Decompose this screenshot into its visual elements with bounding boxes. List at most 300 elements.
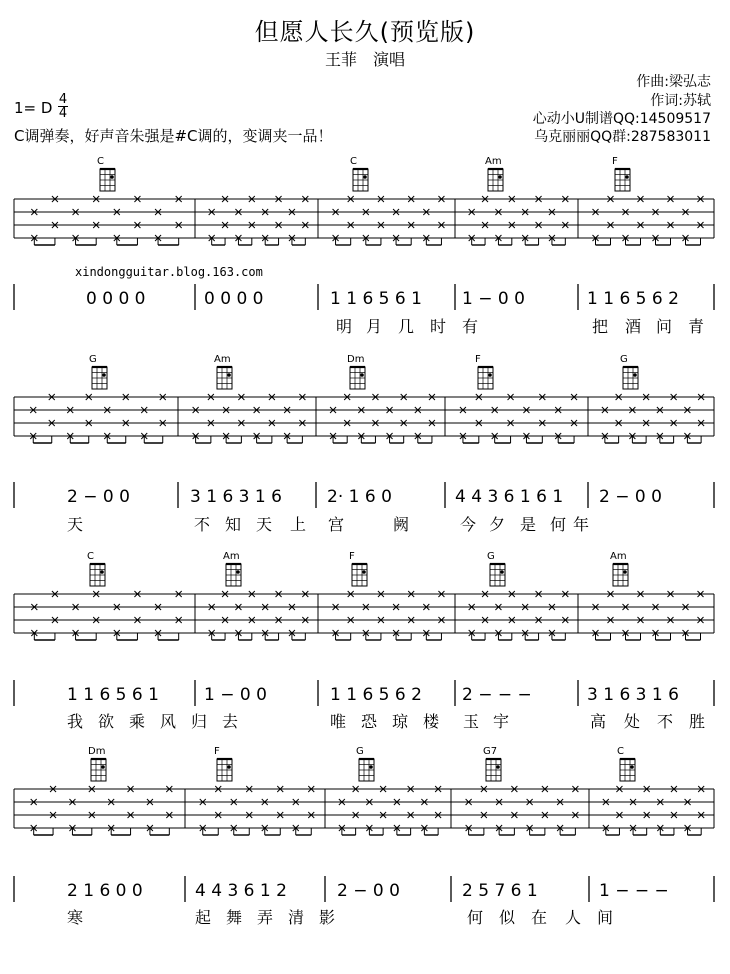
strum-mark xyxy=(166,786,172,792)
strum-mark xyxy=(539,420,545,426)
strum-mark xyxy=(508,394,514,400)
strum-mark xyxy=(302,196,308,202)
jianpu-measure: 1 1 6 5 6 2 xyxy=(330,685,422,705)
strum-mark xyxy=(134,591,140,597)
strum-mark xyxy=(231,825,237,831)
chord-grid xyxy=(353,169,368,191)
chord-grid xyxy=(615,169,630,191)
strum-mark xyxy=(380,812,386,818)
jianpu-measure: 2 − − − xyxy=(462,685,532,705)
strum-mark xyxy=(593,209,599,215)
strum-mark xyxy=(193,433,199,439)
strum-mark xyxy=(262,630,268,636)
strum-mark xyxy=(299,420,305,426)
lyric-character: 似 xyxy=(499,908,516,927)
strum-mark xyxy=(246,812,252,818)
strum-mark xyxy=(378,591,384,597)
strum-mark xyxy=(408,617,414,623)
strum-mark xyxy=(509,196,515,202)
chord-grid xyxy=(217,367,232,389)
jianpu-measure: 2 − 0 0 xyxy=(337,881,400,901)
strum-mark xyxy=(73,209,79,215)
strum-mark xyxy=(302,591,308,597)
strum-mark xyxy=(555,407,561,413)
chord-name: G xyxy=(89,354,97,365)
chord-grid xyxy=(613,564,628,586)
lyric-character: 在 xyxy=(531,908,548,927)
strum-mark xyxy=(284,407,290,413)
lyric-character: 天 xyxy=(256,515,273,534)
strum-mark xyxy=(572,812,578,818)
strum-mark xyxy=(235,209,241,215)
strum-mark xyxy=(208,420,214,426)
lyric-character: 有 xyxy=(462,317,479,336)
strum-mark xyxy=(308,812,314,818)
strum-mark xyxy=(423,235,429,241)
strum-mark xyxy=(698,786,704,792)
lyric-character: 高 xyxy=(590,712,607,731)
strum-mark xyxy=(249,617,255,623)
strum-mark xyxy=(469,209,475,215)
strum-mark xyxy=(593,235,599,241)
strum-mark xyxy=(348,222,354,228)
strum-mark xyxy=(630,799,636,805)
strum-mark xyxy=(698,617,704,623)
lyric-character: 唯 xyxy=(330,712,347,731)
strum-mark xyxy=(482,617,488,623)
chord-finger-dot xyxy=(496,765,500,769)
strum-mark xyxy=(358,407,364,413)
strum-mark xyxy=(421,799,427,805)
website-watermark: xindongguitar.blog.163.com xyxy=(75,265,263,279)
chord-name: G xyxy=(620,354,628,365)
strum-mark xyxy=(623,209,629,215)
strum-mark xyxy=(629,407,635,413)
lyric-character: 人 xyxy=(565,908,582,927)
strum-mark xyxy=(495,604,501,610)
lyric-character: 去 xyxy=(222,712,239,731)
strum-mark xyxy=(308,786,314,792)
strum-mark xyxy=(215,812,221,818)
strum-mark xyxy=(653,209,659,215)
chord-grid xyxy=(91,759,106,781)
score-system xyxy=(14,354,714,534)
strum-mark xyxy=(176,222,182,228)
strum-mark xyxy=(333,630,339,636)
strum-mark xyxy=(277,786,283,792)
strum-mark xyxy=(104,433,110,439)
strum-mark xyxy=(653,604,659,610)
strum-mark xyxy=(683,604,689,610)
lyric-character: 弄 xyxy=(257,908,274,927)
transcriber-credit: 心动小U制谱QQ:14509517 xyxy=(532,111,711,127)
strum-mark xyxy=(438,591,444,597)
strum-mark xyxy=(536,222,542,228)
strum-mark xyxy=(93,591,99,597)
strum-mark xyxy=(30,433,36,439)
strum-mark xyxy=(638,196,644,202)
strum-mark xyxy=(684,407,690,413)
chord-name: F xyxy=(349,551,355,562)
strum-mark xyxy=(209,604,215,610)
chord-finger-dot xyxy=(633,373,637,377)
strum-mark xyxy=(363,209,369,215)
strum-mark xyxy=(523,433,529,439)
chord-name: G xyxy=(487,551,495,562)
strum-mark xyxy=(481,812,487,818)
strum-mark xyxy=(89,812,95,818)
lyric-character: 处 xyxy=(624,712,641,731)
jianpu-measure: 2· 1 6 0 xyxy=(327,487,392,507)
strum-mark xyxy=(114,235,120,241)
strum-mark xyxy=(671,420,677,426)
strum-mark xyxy=(683,209,689,215)
jianpu-measure: 0 0 0 0 xyxy=(204,289,264,309)
strum-mark xyxy=(408,786,414,792)
performance-note: C调弹奏，好声音朱强是#C调的，变调夹一品！ xyxy=(14,127,333,145)
strum-mark xyxy=(73,630,79,636)
strum-mark xyxy=(215,786,221,792)
strum-mark xyxy=(277,812,283,818)
strum-mark xyxy=(401,420,407,426)
score-system xyxy=(14,156,714,336)
strum-mark xyxy=(231,799,237,805)
strum-mark xyxy=(438,222,444,228)
strum-mark xyxy=(108,799,114,805)
strum-mark xyxy=(276,591,282,597)
strum-mark xyxy=(339,825,345,831)
strum-mark xyxy=(222,591,228,597)
strum-mark xyxy=(353,786,359,792)
strum-mark xyxy=(223,433,229,439)
strum-mark xyxy=(555,433,561,439)
strum-mark xyxy=(495,630,501,636)
strum-mark xyxy=(222,196,228,202)
strum-mark xyxy=(557,825,563,831)
strum-mark xyxy=(93,196,99,202)
strum-mark xyxy=(562,196,568,202)
chord-finger-dot xyxy=(100,570,104,574)
jianpu-measure: 2 1 6 0 0 xyxy=(67,881,143,901)
chord-finger-dot xyxy=(488,373,492,377)
strum-mark xyxy=(235,235,241,241)
chord-grid xyxy=(490,564,505,586)
strum-mark xyxy=(511,786,517,792)
strum-mark xyxy=(408,812,414,818)
strum-mark xyxy=(542,786,548,792)
strum-mark xyxy=(262,209,268,215)
strum-mark xyxy=(536,591,542,597)
lyric-character: 胜 xyxy=(689,712,706,731)
strum-mark xyxy=(608,196,614,202)
strum-mark xyxy=(638,617,644,623)
strum-mark xyxy=(671,812,677,818)
lyric-character: 是 xyxy=(520,515,537,534)
lyric-character: 酒 xyxy=(625,317,642,336)
lyric-character: 归 xyxy=(191,712,208,731)
strum-mark xyxy=(683,235,689,241)
strum-mark xyxy=(684,433,690,439)
song-subtitle: 王菲 演唱 xyxy=(324,50,405,69)
strum-mark xyxy=(408,222,414,228)
strum-mark xyxy=(235,604,241,610)
chord-name: Am xyxy=(223,551,240,562)
lyric-character: 不 xyxy=(194,515,211,534)
lyric-character: 年 xyxy=(573,515,590,534)
strum-mark xyxy=(52,617,58,623)
strum-mark xyxy=(408,196,414,202)
strum-mark xyxy=(438,617,444,623)
strum-mark xyxy=(562,591,568,597)
strum-mark xyxy=(698,394,704,400)
chord-finger-dot xyxy=(623,570,627,574)
composer-credit: 作曲:梁弘志 xyxy=(636,74,711,90)
strum-mark xyxy=(246,786,252,792)
strum-mark xyxy=(86,420,92,426)
strum-mark xyxy=(302,222,308,228)
lyric-character: 间 xyxy=(597,908,614,927)
strum-mark xyxy=(496,825,502,831)
strum-mark xyxy=(549,209,555,215)
strum-mark xyxy=(193,407,199,413)
score-system xyxy=(14,551,714,731)
strum-mark xyxy=(522,209,528,215)
chord-name: F xyxy=(214,746,220,757)
strum-mark xyxy=(289,209,295,215)
strum-mark xyxy=(52,196,58,202)
strum-mark xyxy=(393,235,399,241)
time-signature-top: 4 xyxy=(58,92,68,107)
strum-mark xyxy=(421,825,427,831)
lyric-character: 清 xyxy=(288,908,305,927)
chord-finger-dot xyxy=(369,765,373,769)
strum-mark xyxy=(208,394,214,400)
chord-grid xyxy=(352,564,367,586)
strum-mark xyxy=(67,407,73,413)
jianpu-measure: 2 − 0 0 xyxy=(599,487,662,507)
strum-mark xyxy=(602,407,608,413)
strum-mark xyxy=(249,591,255,597)
strum-mark xyxy=(549,235,555,241)
strum-mark xyxy=(522,630,528,636)
strum-mark xyxy=(69,799,75,805)
chord-finger-dot xyxy=(498,175,502,179)
strum-mark xyxy=(492,407,498,413)
jianpu-measure: 1 − 0 0 xyxy=(204,685,267,705)
strum-mark xyxy=(155,209,161,215)
jianpu-measure: 3 1 6 3 1 6 xyxy=(190,487,282,507)
strum-mark xyxy=(643,394,649,400)
strum-mark xyxy=(571,420,577,426)
strum-mark xyxy=(160,394,166,400)
strum-mark xyxy=(466,825,472,831)
lyric-character: 把 xyxy=(592,317,609,336)
strum-mark xyxy=(89,786,95,792)
strum-mark xyxy=(114,604,120,610)
chord-name: C xyxy=(87,551,94,562)
strum-mark xyxy=(671,786,677,792)
strum-mark xyxy=(254,407,260,413)
strum-mark xyxy=(176,196,182,202)
strum-mark xyxy=(608,222,614,228)
strum-mark xyxy=(299,394,305,400)
strum-mark xyxy=(50,812,56,818)
strum-mark xyxy=(668,222,674,228)
strum-mark xyxy=(539,394,545,400)
chord-finger-dot xyxy=(362,570,366,574)
strum-mark xyxy=(363,630,369,636)
strum-mark xyxy=(147,825,153,831)
strum-mark xyxy=(653,630,659,636)
strum-mark xyxy=(657,799,663,805)
strum-mark xyxy=(31,235,37,241)
strum-mark xyxy=(698,420,704,426)
strum-mark xyxy=(653,235,659,241)
strum-mark xyxy=(685,825,691,831)
strum-mark xyxy=(623,604,629,610)
chord-finger-dot xyxy=(101,765,105,769)
key-signature: 1= D xyxy=(14,99,53,117)
strum-mark xyxy=(358,433,364,439)
strum-mark xyxy=(49,420,55,426)
strum-mark xyxy=(460,433,466,439)
strum-mark xyxy=(363,235,369,241)
strum-mark xyxy=(86,394,92,400)
strum-mark xyxy=(114,630,120,636)
lyric-character: 天 xyxy=(67,515,84,534)
strum-mark xyxy=(423,630,429,636)
chord-name: C xyxy=(97,156,104,167)
strum-mark xyxy=(393,209,399,215)
strum-mark xyxy=(276,222,282,228)
lyric-character: 宇 xyxy=(493,712,510,731)
lyric-character: 夕 xyxy=(489,515,506,534)
strum-mark xyxy=(284,433,290,439)
chord-grid xyxy=(217,759,232,781)
strum-mark xyxy=(423,604,429,610)
strum-mark xyxy=(333,235,339,241)
strum-mark xyxy=(134,222,140,228)
lyric-character: 问 xyxy=(656,317,673,336)
strum-mark xyxy=(482,196,488,202)
strum-mark xyxy=(423,209,429,215)
lyric-character: 舞 xyxy=(226,908,243,927)
strum-mark xyxy=(293,799,299,805)
strum-mark xyxy=(623,235,629,241)
strum-mark xyxy=(330,407,336,413)
strum-mark xyxy=(249,196,255,202)
strum-mark xyxy=(482,591,488,597)
chord-grid xyxy=(92,367,107,389)
strum-mark xyxy=(509,591,515,597)
chord-grid xyxy=(620,759,635,781)
lyric-character: 阙 xyxy=(393,515,410,534)
strum-mark xyxy=(155,235,161,241)
strum-mark xyxy=(141,407,147,413)
strum-mark xyxy=(683,630,689,636)
strum-mark xyxy=(393,630,399,636)
strum-mark xyxy=(616,420,622,426)
chord-finger-dot xyxy=(500,570,504,574)
strum-mark xyxy=(262,799,268,805)
strum-mark xyxy=(31,209,37,215)
strum-mark xyxy=(668,617,674,623)
strum-mark xyxy=(378,222,384,228)
jianpu-measure: 4 4 3 6 1 2 xyxy=(195,881,287,901)
strum-mark xyxy=(378,196,384,202)
strum-mark xyxy=(339,799,345,805)
strum-mark xyxy=(378,617,384,623)
strum-mark xyxy=(527,825,533,831)
chord-grid xyxy=(350,367,365,389)
strum-mark xyxy=(394,799,400,805)
song-title: 但愿人长久(预览版) xyxy=(254,18,476,46)
lyric-character: 影 xyxy=(319,908,336,927)
strum-mark xyxy=(644,786,650,792)
lyric-character: 青 xyxy=(688,317,705,336)
strum-mark xyxy=(542,812,548,818)
jianpu-measure: 3 1 6 3 1 6 xyxy=(587,685,679,705)
strum-mark xyxy=(372,394,378,400)
strum-mark xyxy=(593,604,599,610)
strum-mark xyxy=(276,196,282,202)
strum-mark xyxy=(93,617,99,623)
strum-mark xyxy=(509,617,515,623)
strum-mark xyxy=(435,812,441,818)
strum-mark xyxy=(254,433,260,439)
strum-mark xyxy=(549,630,555,636)
jianpu-measure: 0 0 0 0 xyxy=(86,289,146,309)
strum-mark xyxy=(128,812,134,818)
chord-finger-dot xyxy=(227,373,231,377)
lyric-character: 今 xyxy=(460,515,477,534)
strum-mark xyxy=(429,420,435,426)
strum-mark xyxy=(698,591,704,597)
strum-mark xyxy=(249,222,255,228)
strum-mark xyxy=(67,433,73,439)
strum-mark xyxy=(644,812,650,818)
strum-mark xyxy=(363,604,369,610)
lyric-character: 楼 xyxy=(423,712,440,731)
chord-grid xyxy=(226,564,241,586)
chord-name: F xyxy=(475,354,481,365)
strum-mark xyxy=(603,825,609,831)
jianpu-measure: 1 − − − xyxy=(599,881,669,901)
chord-finger-dot xyxy=(102,373,106,377)
strum-mark xyxy=(289,630,295,636)
jianpu-measure: 1 1 6 5 6 2 xyxy=(587,289,679,309)
strum-mark xyxy=(562,222,568,228)
strum-mark xyxy=(557,799,563,805)
strum-mark xyxy=(344,394,350,400)
strum-mark xyxy=(348,617,354,623)
lyric-character: 恐 xyxy=(361,712,378,731)
lyric-character: 我 xyxy=(67,712,84,731)
time-signature xyxy=(58,94,68,119)
strum-mark xyxy=(344,420,350,426)
strum-mark xyxy=(469,235,475,241)
strum-mark xyxy=(200,825,206,831)
strum-mark xyxy=(630,825,636,831)
jianpu-measure: 1 1 6 5 6 1 xyxy=(330,289,422,309)
strum-mark xyxy=(269,394,275,400)
chord-name: Am xyxy=(610,551,627,562)
strum-mark xyxy=(522,604,528,610)
strum-mark xyxy=(509,222,515,228)
strum-mark xyxy=(160,420,166,426)
strum-mark xyxy=(393,604,399,610)
strum-mark xyxy=(52,591,58,597)
